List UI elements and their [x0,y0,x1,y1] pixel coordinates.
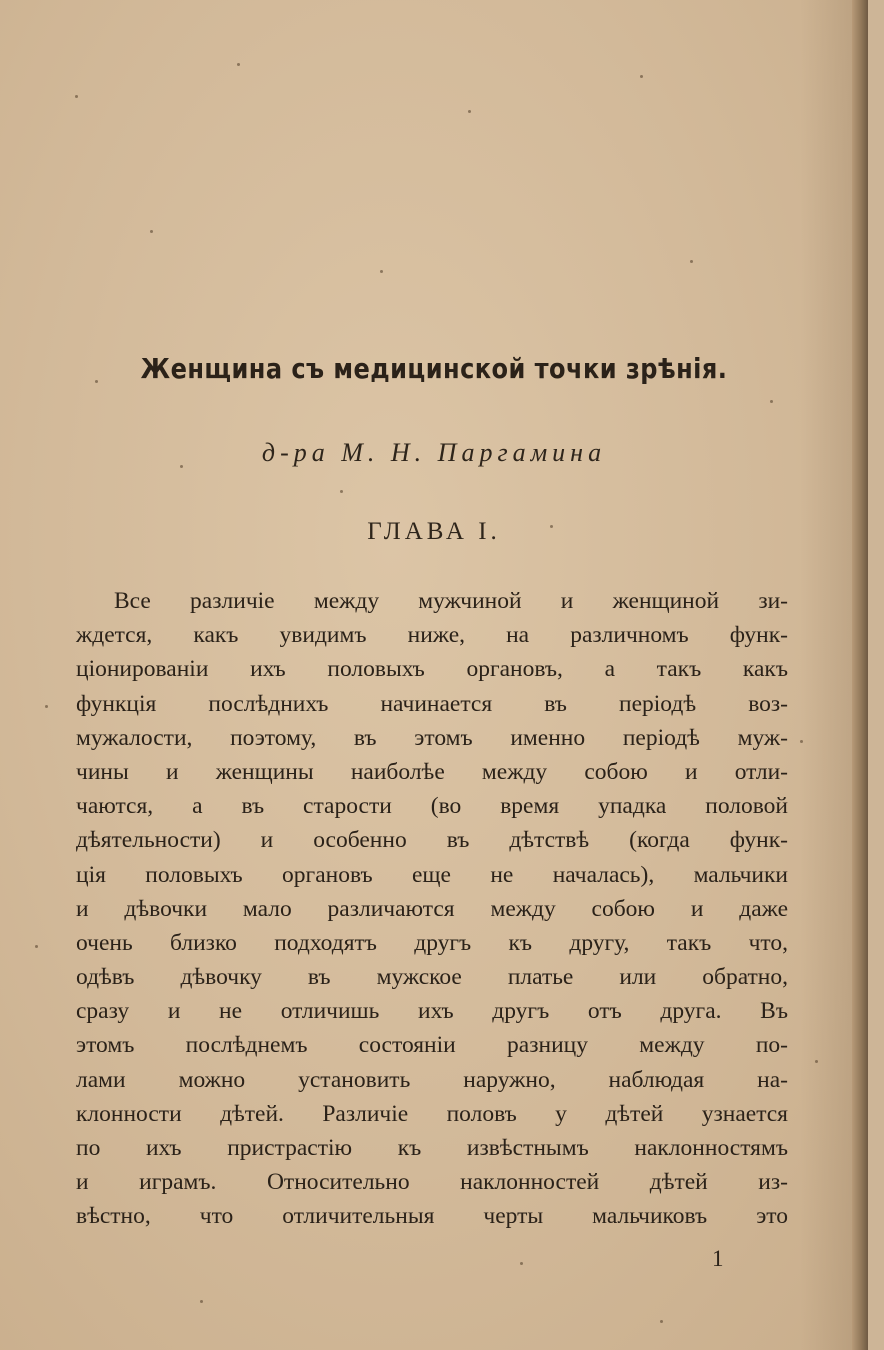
text-line: одѣвъ дѣвочку въ мужское платье или обратно, [76,964,788,991]
paper-speck [95,380,98,383]
paper-speck [800,740,803,743]
paper-speck [640,75,643,78]
paper-speck [468,110,471,113]
chapter-heading: ГЛАВА I. [367,518,501,545]
text-line: ждется, какъ увидимъ ниже, на различномъ функ- [76,622,788,649]
paper-speck [340,490,343,493]
text-line: чины и женщины наиболѣе между собою и отли- [76,758,788,785]
paper-speck [660,1320,663,1323]
paper-speck [75,95,78,98]
text-line: дѣятельности) и особенно въ дѣтствѣ (когда функ- [76,827,788,854]
text-line: функція послѣднихъ начинается въ періодѣ воз- [76,690,788,717]
paper-speck [180,465,183,468]
paper-speck [380,270,383,273]
paper-speck [770,400,773,403]
text-line: клонности дѣтей. Различіе половъ у дѣтей узнается [76,1100,788,1127]
text-line: очень близко подходятъ другъ къ другу, такъ что, [76,929,788,956]
paper-speck [815,1060,818,1063]
text-line: чаются, а въ старости (во время упадка половой [76,793,788,820]
text-line: ція половыхъ органовъ еще не началась), мальчики [76,861,788,888]
paper-speck [550,525,553,528]
text-line: Все различіе между мужчиной и женщиной зи- [114,588,788,614]
text-line: по ихъ пристрастію къ извѣстнымъ наклонностямъ [76,1135,788,1161]
text-line: лами можно установить наружно, наблюдая на- [76,1066,788,1093]
text-line: сразу и не отличишь ихъ другъ отъ друга. Въ [76,998,788,1025]
body-paragraph [76,584,788,1234]
text-line: ціонированіи ихъ половыхъ органовъ, а такъ какъ [76,656,788,683]
page-number: 1 [712,1246,724,1271]
article-title: Женщина съ медицинской точки зрѣнія. [140,352,728,385]
paper-speck [690,260,693,263]
text-line: этомъ послѣднемъ состояніи разницу между по- [76,1032,788,1059]
text-line: вѣстно, что отличительныя черты мальчиковъ это [76,1203,788,1230]
paper-speck [45,705,48,708]
page-edge [852,0,868,1350]
text-line: мужалости, поэтому, въ этомъ именно періодѣ муж- [76,724,788,751]
text-line: и играмъ. Относительно наклонностей дѣтей из- [76,1169,788,1196]
text-line: и дѣвочки мало различаются между собою и даже [76,895,788,922]
paper-speck [520,1262,523,1265]
paper-speck [200,1300,203,1303]
paper-speck [150,230,153,233]
paper-speck [237,63,240,66]
paper-speck [35,945,38,948]
author-line: д-ра М. Н. Паргамина [261,438,607,467]
